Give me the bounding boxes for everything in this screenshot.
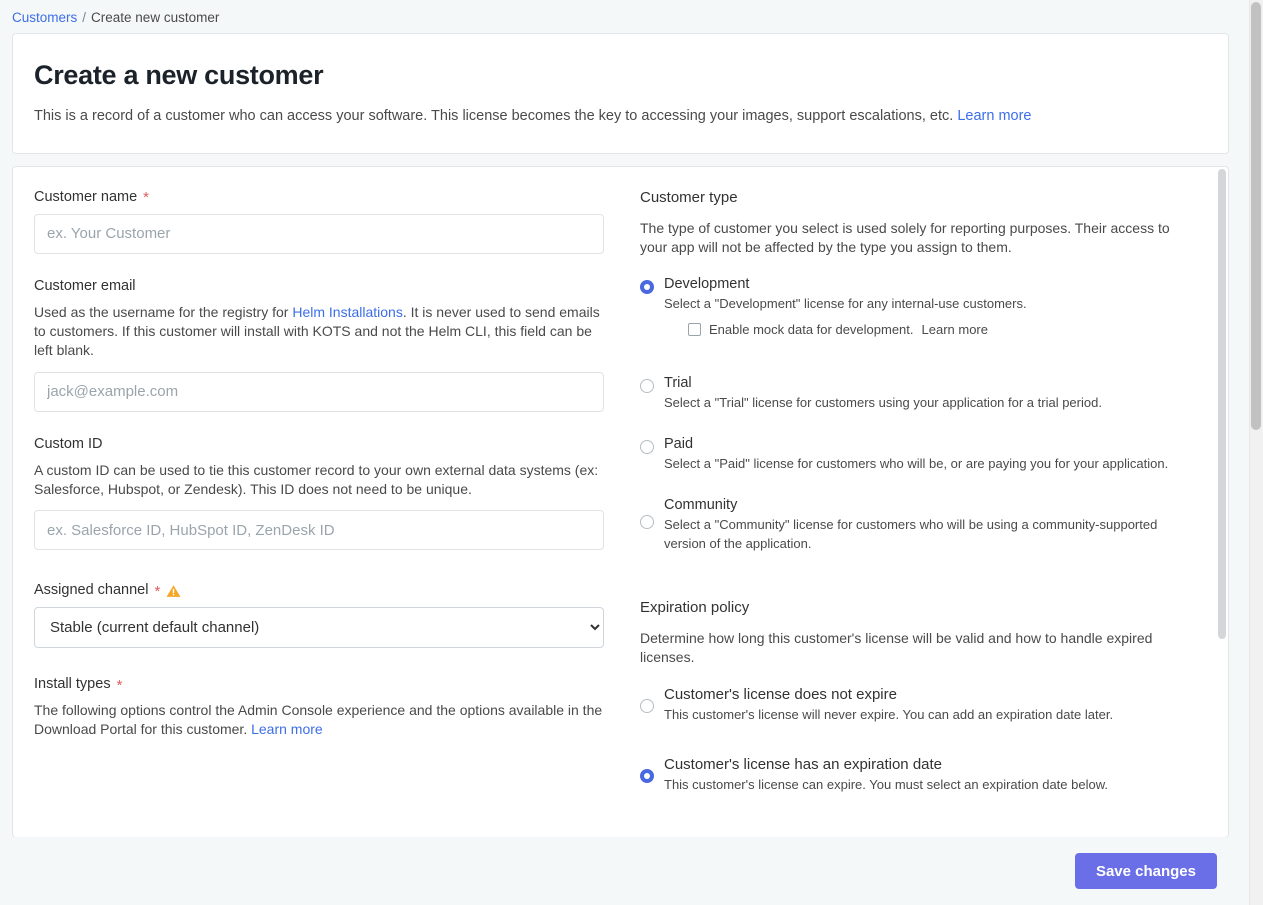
customer-name-label — [34, 189, 621, 205]
form-left-column — [13, 167, 621, 837]
customer-name-input[interactable] — [34, 214, 604, 254]
install-types-help-prefix: The following options control the Admin Console experience and the options available in the Download Portal for this customer. — [34, 702, 603, 738]
save-changes-button[interactable]: Save changes — [1075, 853, 1217, 889]
radio-col — [640, 276, 664, 299]
customer-type-option-development[interactable] — [640, 276, 1198, 337]
breadcrumb — [0, 0, 1263, 33]
install-types-help — [34, 701, 604, 740]
radio-desc-community: Select a "Community" license for customers who will be using a community-supported version of the application. — [664, 517, 1158, 551]
radio-paid[interactable] — [640, 440, 654, 454]
radio-desc-trial: Select a "Trial" license for customers using your application for a trial period. — [664, 394, 1102, 410]
customer-type-option-trial[interactable] — [640, 375, 1198, 412]
page-subtitle — [34, 107, 1228, 127]
customer-type-title: Customer type — [640, 188, 738, 206]
radio-license-no-expire[interactable] — [640, 699, 654, 713]
install-types-required-mark: * — [116, 676, 123, 694]
assigned-channel-select[interactable] — [34, 607, 604, 648]
radio-title-paid: Paid — [664, 436, 694, 453]
radio-text — [664, 375, 1198, 412]
radio-title-has-expire: Customer's license has an expiration date — [664, 756, 943, 774]
mock-data-checkbox[interactable] — [688, 323, 701, 336]
radio-col — [640, 756, 664, 788]
radio-desc-paid: Select a "Paid" license for customers who will be, or are paying you for your application. — [664, 456, 1169, 472]
page-title: Create a new customer — [34, 60, 324, 90]
customer-name-label-text: Customer name — [34, 188, 138, 205]
radio-title-community: Community — [664, 497, 738, 514]
header-card — [12, 33, 1229, 154]
expiration-option-has-expire[interactable] — [640, 756, 1198, 794]
expiration-policy-title: Expiration policy — [640, 598, 750, 616]
custom-id-label-text: Custom ID — [34, 435, 103, 452]
custom-id-help: A custom ID can be used to tie this customer record to your own external data systems (ex: Salesforce, Hubspot, or Zendesk). This ID does not need to be unique. — [34, 461, 599, 497]
page-subtitle-text: This is a record of a customer who can access your software. This license becomes the key to accessing your images, support escalations, etc. — [34, 108, 954, 124]
install-types-learn-more-link[interactable]: Learn more — [251, 721, 323, 738]
expiration-option-no-expire[interactable] — [640, 686, 1198, 724]
radio-col — [640, 375, 664, 398]
customer-email-help — [34, 303, 604, 361]
radio-community[interactable] — [640, 515, 654, 529]
radio-desc-development: Select a "Development" license for any internal-use customers. — [664, 295, 1027, 311]
radio-col — [640, 497, 664, 534]
custom-id-label — [34, 436, 621, 452]
form-scrollbar-thumb[interactable] — [1218, 169, 1226, 639]
customer-type-option-community[interactable] — [640, 497, 1198, 552]
install-types-label — [34, 676, 621, 692]
helm-installations-link[interactable]: Helm Installations — [292, 303, 403, 320]
radio-text — [664, 497, 1198, 552]
page-scrollbar-thumb[interactable] — [1251, 2, 1261, 430]
assigned-channel-label — [34, 582, 621, 598]
assigned-channel-label-text: Assigned channel — [34, 582, 149, 599]
radio-desc-no-expire: This customer's license will never expire. You can add an expiration date later. — [664, 706, 1114, 722]
customer-email-help-prefix: Used as the username for the registry for — [34, 303, 293, 320]
customer-form-card — [12, 166, 1229, 838]
radio-text — [664, 276, 1198, 337]
breadcrumb-current: Create new customer — [91, 10, 220, 25]
customer-type-description: The type of customer you select is used solely for reporting purposes. Their access to your app will not be affected by the type you assign to them. — [640, 219, 1170, 256]
customer-email-label-text: Customer email — [34, 277, 136, 294]
mock-data-learn-more-link[interactable]: Learn more — [921, 321, 988, 337]
mock-data-row[interactable] — [688, 322, 1198, 337]
radio-license-has-expire[interactable] — [640, 769, 654, 783]
radio-title-development: Development — [664, 275, 750, 292]
header-learn-more-link[interactable]: Learn more — [957, 108, 1032, 124]
page-scrollbar-track[interactable] — [1249, 0, 1263, 905]
breadcrumb-customers-link[interactable]: Customers — [12, 10, 78, 25]
customer-name-required-mark: * — [143, 189, 149, 207]
radio-trial[interactable] — [640, 379, 654, 393]
customer-email-label — [34, 278, 621, 294]
customer-email-input[interactable] — [34, 372, 604, 412]
radio-title-no-expire: Customer's license does not expire — [664, 685, 897, 703]
form-right-column — [621, 167, 1228, 837]
radio-desc-has-expire: This customer's license can expire. You must select an expiration date below. — [664, 777, 1108, 793]
assigned-channel-required-mark: * — [154, 582, 161, 600]
expiration-policy-description: Determine how long this customer's license will be valid and how to handle expired licenses. — [640, 629, 1153, 666]
form-footer — [0, 837, 1263, 905]
form-scrollbar-track[interactable] — [1218, 169, 1226, 837]
radio-col — [640, 686, 664, 718]
custom-id-input[interactable] — [34, 510, 604, 550]
mock-data-label: Enable mock data for development. — [709, 321, 914, 337]
warning-triangle-icon — [166, 584, 181, 598]
radio-text — [664, 686, 1198, 724]
radio-title-trial: Trial — [664, 374, 692, 391]
breadcrumb-separator: / — [82, 10, 87, 25]
install-types-label-text: Install types — [34, 676, 111, 693]
customer-email-help-suffix: . It is never used to send emails to customers. If this customer will install with KOTS and not the Helm CLI, this field can be left blank. — [34, 303, 600, 359]
radio-text — [664, 436, 1198, 473]
radio-col — [640, 436, 664, 459]
radio-text — [664, 756, 1198, 794]
radio-development[interactable] — [640, 280, 654, 294]
customer-type-option-paid[interactable] — [640, 436, 1198, 473]
